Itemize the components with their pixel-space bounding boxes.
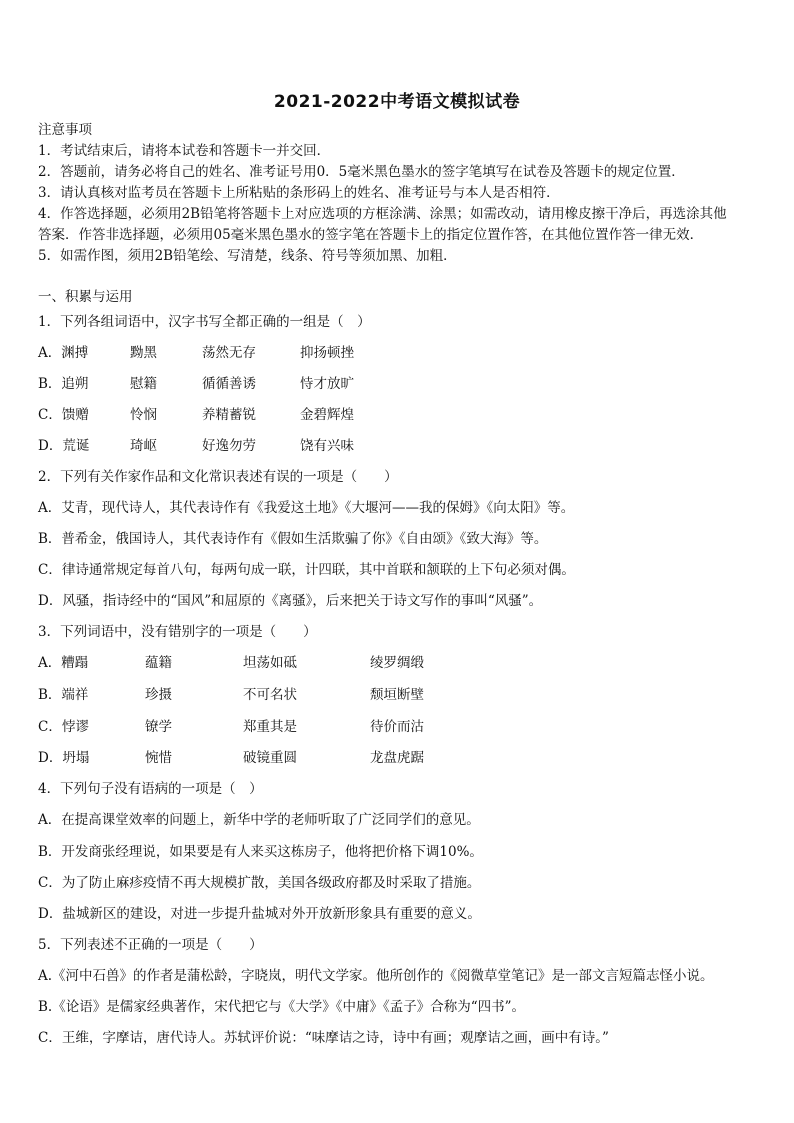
option-word: 怜悯 — [130, 407, 157, 423]
question-2-option-c: C．律诗通常规定每首八句，每两句成一联，计四联，其中首联和颔联的上下句必须对偶。 — [38, 562, 575, 578]
question-3-stem: 3．下列词语中，没有错别字的一项是（ ） — [38, 624, 317, 640]
option-word: 慰籍 — [130, 376, 157, 392]
note-item: 3．请认真核对监考员在答题卡上所粘贴的条形码上的姓名、准考证号与本人是否相符． — [38, 185, 560, 201]
question-5-option-a: A.《河中石兽》的作者是蒲松龄，字晓岚，明代文学家。他所创作的《阅微草堂笔记》是一部文言短篇志怪小说。 — [38, 968, 714, 984]
option-word: 抑扬顿挫 — [300, 345, 354, 361]
option-word: 饶有兴味 — [300, 438, 354, 454]
option-word: 恃才放旷 — [300, 376, 354, 392]
note-item: 4．作答选择题，必须用2B铅笔将答题卡上对应选项的方框涂满、涂黑；如需改动，请用橡皮擦干净后，再选涂其他 — [38, 206, 727, 222]
option-word: 坦荡如砥 — [243, 655, 297, 671]
question-2-stem: 2．下列有关作家作品和文化常识表述有误的一项是（ ） — [38, 469, 398, 485]
exam-title: 2021-2022中考语文模拟试卷 — [273, 92, 521, 112]
option-word: 珍摄 — [145, 687, 172, 703]
question-4-option-a: A．在提高课堂效率的问题上，新华中学的老师听取了广泛同学们的意见。 — [38, 812, 480, 828]
option-label-c: C．馈赠 — [38, 407, 89, 423]
option-word: 蕴籍 — [145, 655, 172, 671]
option-word: 待价而沽 — [370, 719, 424, 735]
option-word: 不可名状 — [243, 687, 297, 703]
question-5-option-b: B.《论语》是儒家经典著作，宋代把它与《大学》《中庸》《孟子》合称为“四书”。 — [38, 999, 526, 1015]
question-5-stem: 5．下列表述不正确的一项是（ ） — [38, 937, 263, 953]
note-item: 1．考试结束后，请将本试卷和答题卡一并交回． — [38, 143, 331, 159]
question-4-option-b: B．开发商张经理说，如果要是有人来买这栋房子，他将把价格下调10%。 — [38, 844, 483, 860]
option-word: 循循善诱 — [202, 376, 256, 392]
option-word: 破镜重圆 — [243, 750, 297, 766]
question-5-option-c: C．王维，字摩诘，唐代诗人。苏轼评价说：“味摩诘之诗，诗中有画；观摩诘之画，画中有诗。” — [38, 1030, 609, 1046]
option-label-d: D．坍塌 — [38, 750, 90, 766]
question-4-stem: 4．下列句子没有语病的一项是（ ） — [38, 781, 263, 797]
option-word: 龙盘虎踞 — [370, 750, 424, 766]
option-word: 好逸勿劳 — [202, 438, 256, 454]
option-word: 颓垣断壁 — [370, 687, 424, 703]
section-heading: 一、积累与运用 — [38, 289, 133, 305]
option-word: 黝黑 — [130, 345, 157, 361]
note-item: 答案．作答非选择题，必须用05毫米黑色墨水的签字笔在答题卡上的指定位置作答，在其他位置作答一律无效． — [38, 227, 704, 243]
option-word: 金碧辉煌 — [300, 407, 354, 423]
question-2-option-d: D．风骚，指诗经中的“国风”和屈原的《离骚》，后来把关于诗文写作的事叫“风骚”。 — [38, 593, 543, 609]
option-word: 镣学 — [145, 719, 172, 735]
note-item: 2．答题前，请务必将自己的姓名、准考证号用0．5毫米黑色墨水的签字笔填写在试卷及答题卡的规定位置． — [38, 164, 685, 180]
note-item: 5．如需作图，须用2B铅笔绘、写清楚，线条、符号等须加黑、加粗． — [38, 248, 457, 264]
option-label-c: C．悖谬 — [38, 719, 89, 735]
question-4-option-d: D．盐城新区的建设，对进一步提升盐城对外开放新形象具有重要的意义。 — [38, 906, 481, 922]
option-word: 郑重其是 — [243, 719, 297, 735]
option-word: 养精蓄锐 — [202, 407, 256, 423]
question-4-option-c: C．为了防止麻疹疫情不再大规模扩散，美国各级政府都及时采取了措施。 — [38, 875, 481, 891]
option-label-a: A．糟蹋 — [38, 655, 89, 671]
question-2-option-b: B．普希金，俄国诗人，其代表诗作有《假如生活欺骗了你》《自由颂》《致大海》等。 — [38, 531, 548, 547]
notes-heading: 注意事项 — [38, 122, 92, 138]
option-word: 惋惜 — [145, 750, 172, 766]
option-word: 荡然无存 — [202, 345, 256, 361]
option-word: 琦岖 — [130, 438, 157, 454]
question-2-option-a: A．艾青，现代诗人，其代表诗作有《我爱这土地》《大堰河——我的保姆》《向太阳》等。 — [38, 500, 575, 516]
option-label-b: B．追朔 — [38, 376, 89, 392]
option-label-d: D．荒诞 — [38, 438, 90, 454]
option-label-a: A．渊搏 — [38, 345, 89, 361]
option-word: 绫罗绸缎 — [370, 655, 424, 671]
option-label-b: B．端祥 — [38, 687, 89, 703]
question-1-stem: 1．下列各组词语中，汉字书写全都正确的一组是（ ） — [38, 314, 371, 330]
